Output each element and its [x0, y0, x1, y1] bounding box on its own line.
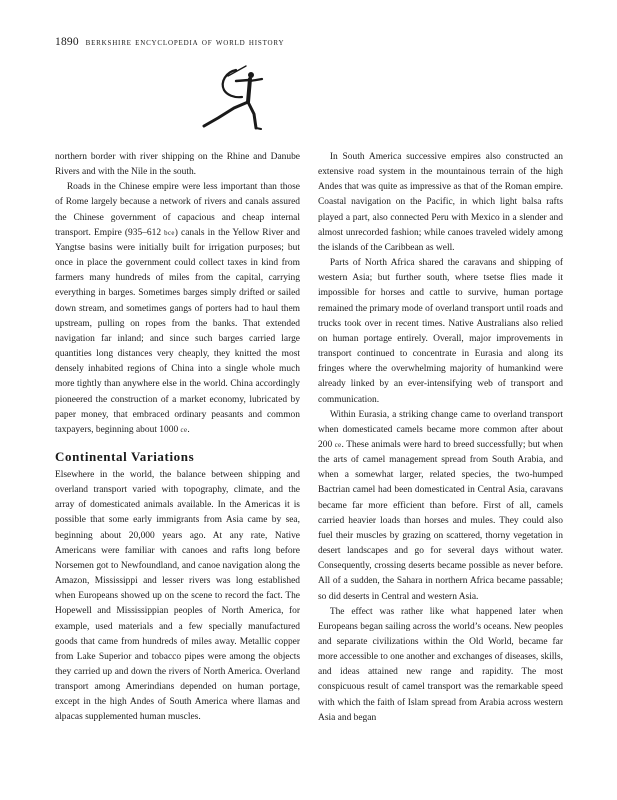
paragraph: northern border with river shipping on the Rhine and Danube Rivers and with the Nile in the south. — [55, 152, 300, 178]
page-number: 1890 — [55, 36, 79, 48]
archer-pictograph-svg — [190, 62, 280, 137]
book-title: berkshire encyclopedia of world history — [85, 37, 285, 48]
paragraph: In South America successive empires also constructed an extensive road system in the mountainous terrain of the high Andes that was quite as impressive as that of the Roman empire. Coastal navigation on the Pacific, in which light balsa rafts played a part, also connected Peru with Mexico in a slender and almost unrecorded fashion; while canoes traveled widely among the islands of the Caribbean as well. — [318, 152, 563, 253]
right-column — [318, 150, 563, 726]
section-heading: Continental Variations — [55, 448, 195, 464]
paragraph: Roads in the Chinese empire were less important than those of Rome largely because a network of rivers and canals assured the Chinese government of capacious and cheap internal transport. Empire (935–612 bce) canals in the Yellow River and Yangtse basins were initially built for irrigation purposes; but once in place the government could collect taxes in kind from farmers many hundreds of miles from the capital, carrying everything in barges. Sometimes barges simply drifted or sailed down stream, and sometimes gangs of porters had to haul them upstream, pulling on ropes from the banks. That extended navigation far inland; and since such barges carried large quantities long distances very cheaply, they knitted the most densely inhabited regions of China into a single whole much more tightly than anywhere else in the world. China accordingly pioneered the construction of a market economy, lubricated by paper money, that embraced ordinary peasants and common taxpayers, beginning about 1000 ce. — [55, 182, 300, 435]
paragraph: Parts of North Africa shared the caravans and shipping of western Asia; but further south, where tsetse flies made it impossible for horses and cattle to survive, human portage remained the primary mode of overland transport until roads and trucks took over in recent times. Native Australians also relied on human portage entirely. Overall, major improvements in transport continued to concentrate in Eurasia and along its fringes where the overwhelming majority of humankind were already linked by an ever-intensifying web of transport and communication. — [318, 258, 563, 405]
paragraph: The effect was rather like what happened later when Europeans began sailing across the world’s oceans. New peoples and separate civilizations within the Old World, became far more accessible to one another and exchanges of diseases, skills, and ideas attained new range and rapidity. The most conspicuous result of camel transport was the remarkable speed with which the faith of Islam spread from Arabia across western Asia and began — [318, 606, 563, 723]
paragraph: Elsewhere in the world, the balance between shipping and overland transport varied with topography, climate, and the array of domesticated animals available. In the Americas it is possible that some early immigrants from Asia came by sea, beginning about 20,000 years ago. At any rate, Native Americans were familiar with canoes and rafts long before Norsemen got to Newfoundland, and canoe navigation along the Amazon, Mississippi and lesser rivers was long established when Europeans showed up on the scene to record the fact. The Hopewell and Mississippian peoples of North America, for example, used materials and a few specially manufactured goods that came from hundreds of miles away. Metallic copper from Lake Superior and tobacco pipes were among the objects they carried up and down the rivers of North America. Overland transport among Amerindians depended on human portage, except in the high Andes of South America where llamas and alpacas supplemented human muscles. — [55, 469, 300, 723]
left-column — [55, 150, 300, 726]
running-header — [55, 36, 284, 48]
archer-pictograph-icon — [190, 62, 280, 137]
paragraph: Within Eurasia, a striking change came to overland transport when domesticated camels became more common after about 200 ce. These animals were hard to breed successfully; but when the arts of camel management spread from South Arabia, and when a somewhat larger, related species, the two-humped Bactrian camel had been domesticated in Central Asia, caravans became far more efficient than before. First of all, camels carried heavier loads than horses and mules. They could also fuel their muscles by grazing on scattered, thorny vegetation in desert landscapes and go for several days without water. Consequently, crossing deserts became possible as never before. All of a sudden, the Sahara in northern Africa became passable; so did deserts in Central and western Asia. — [318, 409, 564, 602]
